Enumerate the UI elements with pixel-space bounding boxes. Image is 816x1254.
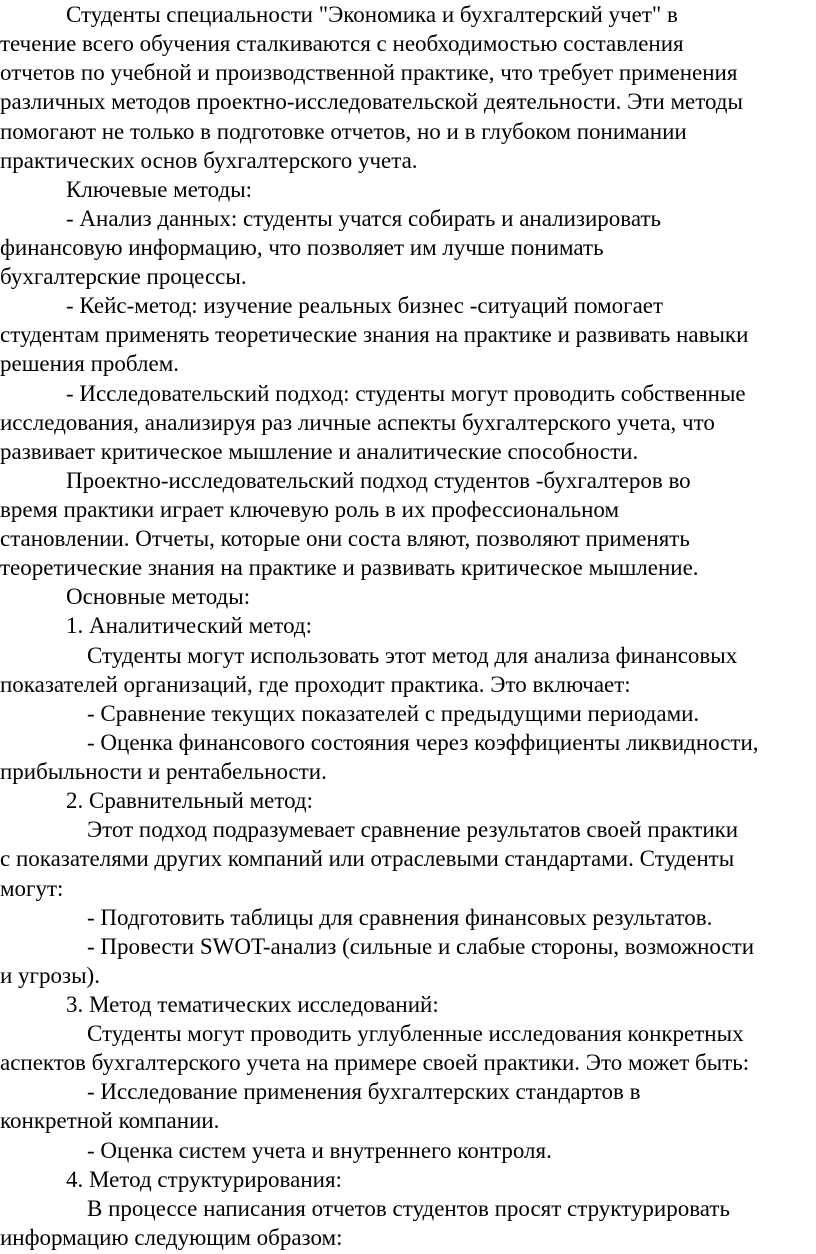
list-item: - Оценка систем учета и внутреннего контроля. — [87, 1137, 552, 1163]
list-item: - Исследовательский подход: студенты могут проводить собственные — [66, 380, 746, 406]
text-line: финансовую информацию, что позволяет им лучше понимать — [0, 234, 604, 260]
text-line: информацию следующим образом: — [0, 1224, 343, 1250]
text-line: течение всего обучения сталкиваются с необходимостью составления — [0, 31, 684, 57]
text-line: отчетов по учебной и производственной практике, что требует применения — [0, 60, 738, 86]
list-item: - Оценка финансового состояния через коэффициенты ликвидности, — [87, 729, 759, 755]
text-line: могут: — [0, 875, 64, 901]
text-line: развивает критическое мышление и аналитические способности. — [0, 438, 639, 464]
text-line: исследования, анализируя раз личные аспекты бухгалтерского учета, что — [0, 409, 715, 435]
text-line: с показателями других компаний или отраслевыми стандартами. Студенты — [0, 846, 735, 872]
list-item: - Кейс-метод: изучение реальных бизнес -ситуаций помогает — [66, 293, 664, 319]
text-line: конкретной компании. — [0, 1108, 220, 1134]
method-heading: 4. Метод структурирования: — [66, 1166, 342, 1192]
text-line: Студенты могут проводить углубленные исследования конкретных — [87, 1021, 744, 1047]
method-heading: 3. Метод тематических исследований: — [66, 992, 439, 1017]
text-line: время практики играет ключевую роль в их профессиональном — [0, 497, 620, 522]
text-line: Проектно-исследовательский подход студентов -бухгалтеров во — [66, 467, 691, 493]
section-heading: Ключевые методы: — [66, 176, 253, 202]
method-heading: 2. Сравнительный метод: — [66, 788, 314, 814]
text-line: помогают не только в подготовке отчетов, но и в глубоком понимании — [0, 118, 687, 144]
list-item: - Анализ данных: студенты учатся собирать и анализировать — [66, 205, 662, 231]
list-item: - Подготовить таблицы для сравнения финансовых результатов. — [87, 904, 713, 930]
method-heading: 1. Аналитический метод: — [66, 613, 313, 639]
text-line: показателей организаций, где проходит практика. Это включает: — [0, 671, 631, 697]
text-line: аспектов бухгалтерского учета на примере своей практики. Это может быть: — [0, 1050, 750, 1076]
text-line: теоретические знания на практике и развивать критическое мышление. — [0, 555, 699, 581]
text-line: Студенты специальности "Экономика и бухгалтерский учет" в — [66, 2, 678, 27]
text-line: В процессе написания отчетов студентов просят структурировать — [87, 1195, 730, 1221]
list-item: - Провести SWOT-анализ (сильные и слабые стороны, возможности — [87, 933, 755, 959]
text-line: Этот подход подразумевает сравнение результатов своей практики — [87, 817, 739, 843]
text-line: студентам применять теоретические знания на практике и развивать навыки — [0, 322, 749, 348]
text-line: становлении. Отчеты, которые они соста вляют, позволяют применять — [0, 526, 690, 552]
text-line: практических основ бухгалтерского учета. — [0, 147, 418, 173]
text-line: решения проблем. — [0, 351, 180, 377]
text-line: бухгалтерские процессы. — [0, 264, 247, 289]
list-item: - Исследование применения бухгалтерских стандартов в — [87, 1079, 641, 1105]
section-heading: Основные методы: — [66, 584, 251, 610]
list-item: - Сравнение текущих показателей с предыдущими периодами. — [87, 700, 700, 726]
text-line: и угрозы). — [0, 962, 100, 988]
text-line: Студенты могут использовать этот метод для анализа финансовых — [87, 642, 738, 668]
text-line: прибыльности и рентабельности. — [0, 759, 327, 784]
text-line: различных методов проектно-исследовательской деятельности. Эти методы — [0, 89, 743, 115]
